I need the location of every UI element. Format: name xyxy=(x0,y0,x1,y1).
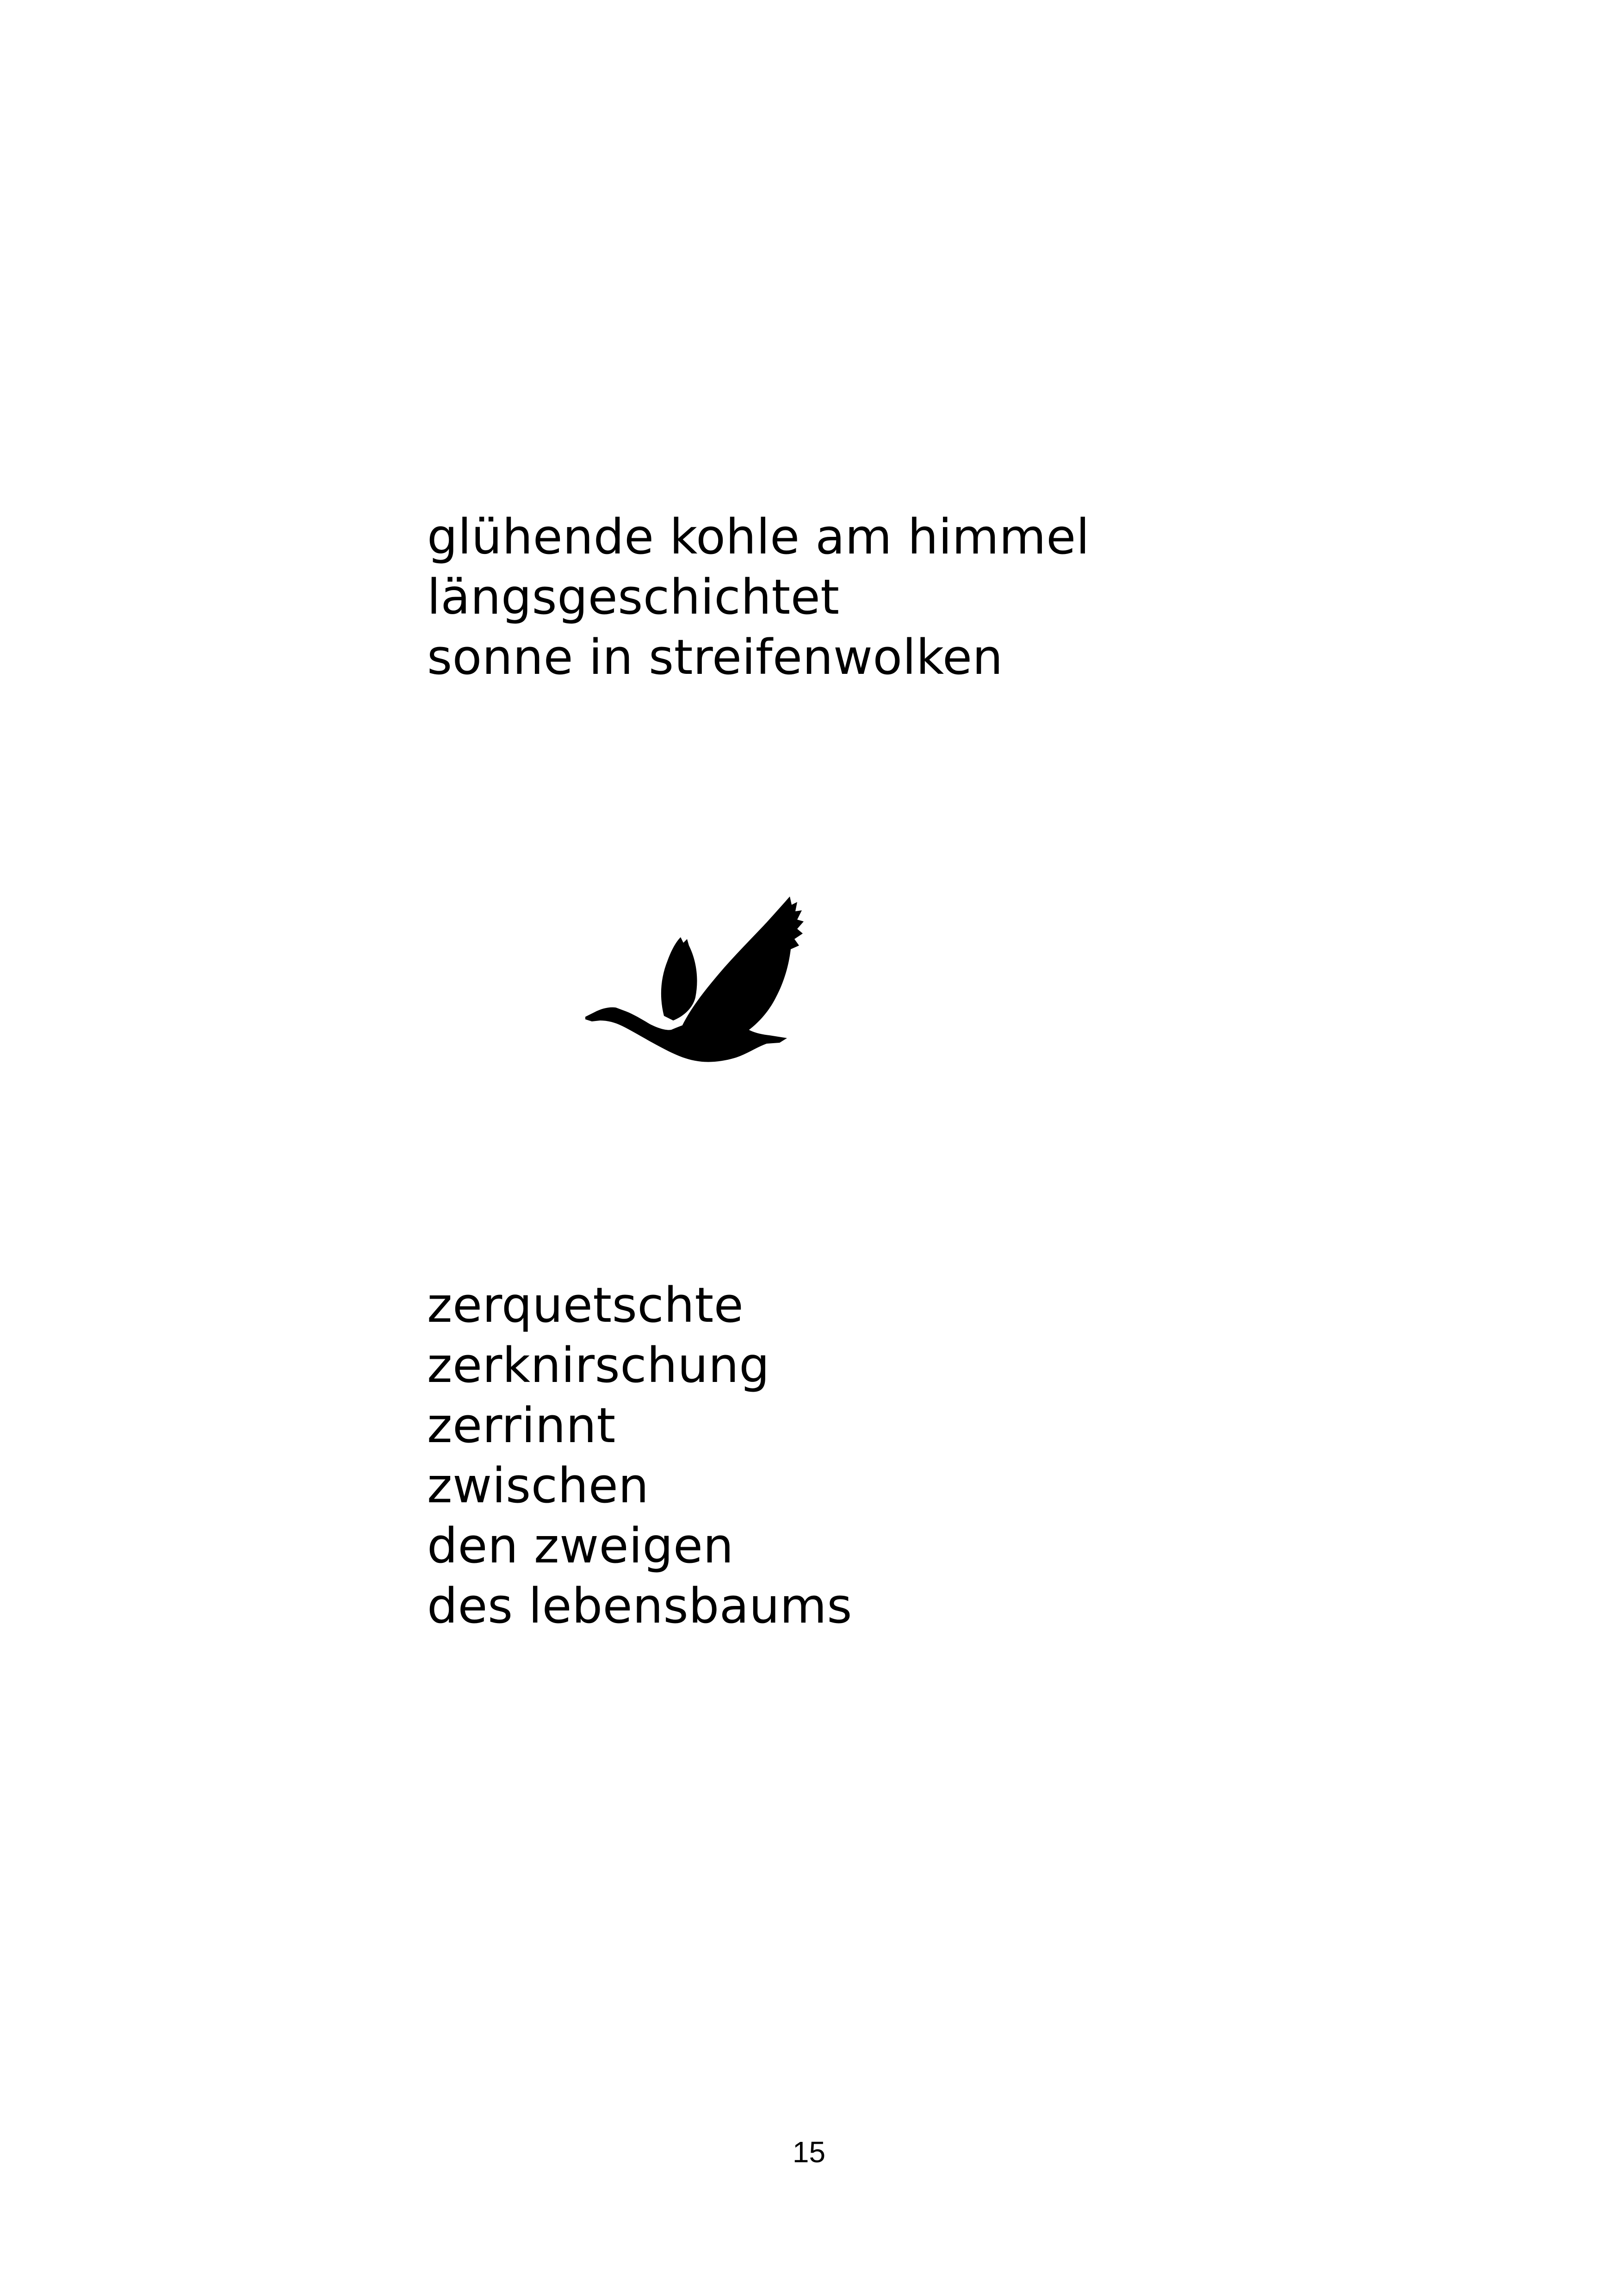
poem-line: des lebensbaums xyxy=(427,1578,852,1634)
flying-goose-icon xyxy=(585,891,807,1071)
page-number: 15 xyxy=(792,2135,826,2169)
poem-stanza-1 xyxy=(427,507,1090,687)
poem-line: zerknirschung xyxy=(427,1337,770,1394)
poem-line: sonne in streifenwolken xyxy=(427,629,1003,685)
poem-stanza-2 xyxy=(427,1275,852,1636)
poem-line: den zweigen xyxy=(427,1518,734,1574)
poem-line: zerrinnt xyxy=(427,1397,616,1454)
poem-line: zwischen xyxy=(427,1457,649,1514)
poem-line: längsgeschichtet xyxy=(427,569,840,625)
poem-line: glühende kohle am himmel xyxy=(427,509,1090,565)
poem-line: zerquetschte xyxy=(427,1277,744,1333)
